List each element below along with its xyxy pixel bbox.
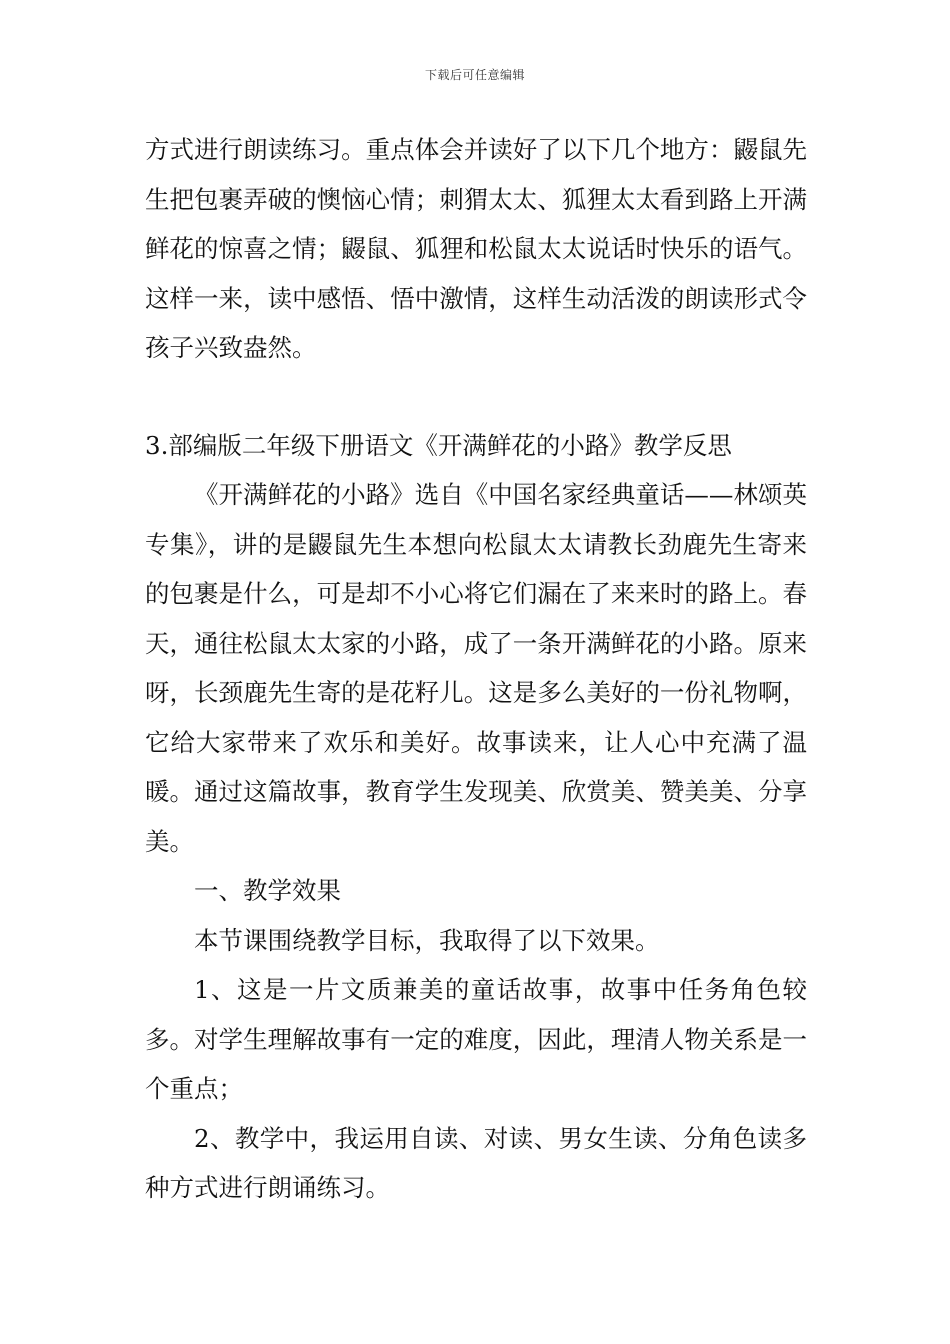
document-body	[145, 125, 807, 1213]
section-heading: 3.部编版二年级下册语文《开满鲜花的小路》教学反思	[145, 430, 732, 460]
section-gap	[145, 373, 807, 421]
paragraph-intro: 《开满鲜花的小路》选自《中国名家经典童话——林颂英专集》，讲的是鼹鼠先生本想向松鼠太太请教长劲鹿先生寄来的包裹是什么，可是却不小心将它们漏在了来来时的路上。春天，通往松鼠太太家的小路，成了一条开满鲜花的小路。原来呀，长颈鹿先生寄的是花籽儿。这是多么美好的一份礼物啊，它给大家带来了欢乐和美好。故事读来，让人心中充满了温暖。通过这篇故事，教育学生发现美、欣赏美、赞美美、分享美。	[145, 480, 807, 856]
page-header: 下载后可任意编辑	[424, 68, 525, 82]
paragraph-continuation: 方式进行朗读练习。重点体会并读好了以下几个地方：鼹鼠先生把包裹弄破的懊恼心情；刺猬太太、狐狸太太看到路上开满鲜花的惊喜之情；鼹鼠、狐狸和松鼠太太说话时快乐的语气。这样一来，读中感悟、悟中激情，这样生动活泼的朗读形式令孩子兴致盎然。	[145, 135, 807, 362]
paragraph-effect-summary: 本节课围绕教学目标，我取得了以下效果。	[194, 925, 660, 955]
paragraph-point-1: 1、这是一片文质兼美的童话故事，故事中任务角色较多。对学生理解故事有一定的难度，因此，理清人物关系是一个重点；	[145, 975, 807, 1103]
paragraph-point-2: 2、教学中，我运用自读、对读、男女生读、分角色读多种方式进行朗诵练习。	[145, 1123, 807, 1202]
subheading-teaching-effect: 一、教学效果	[194, 876, 341, 905]
